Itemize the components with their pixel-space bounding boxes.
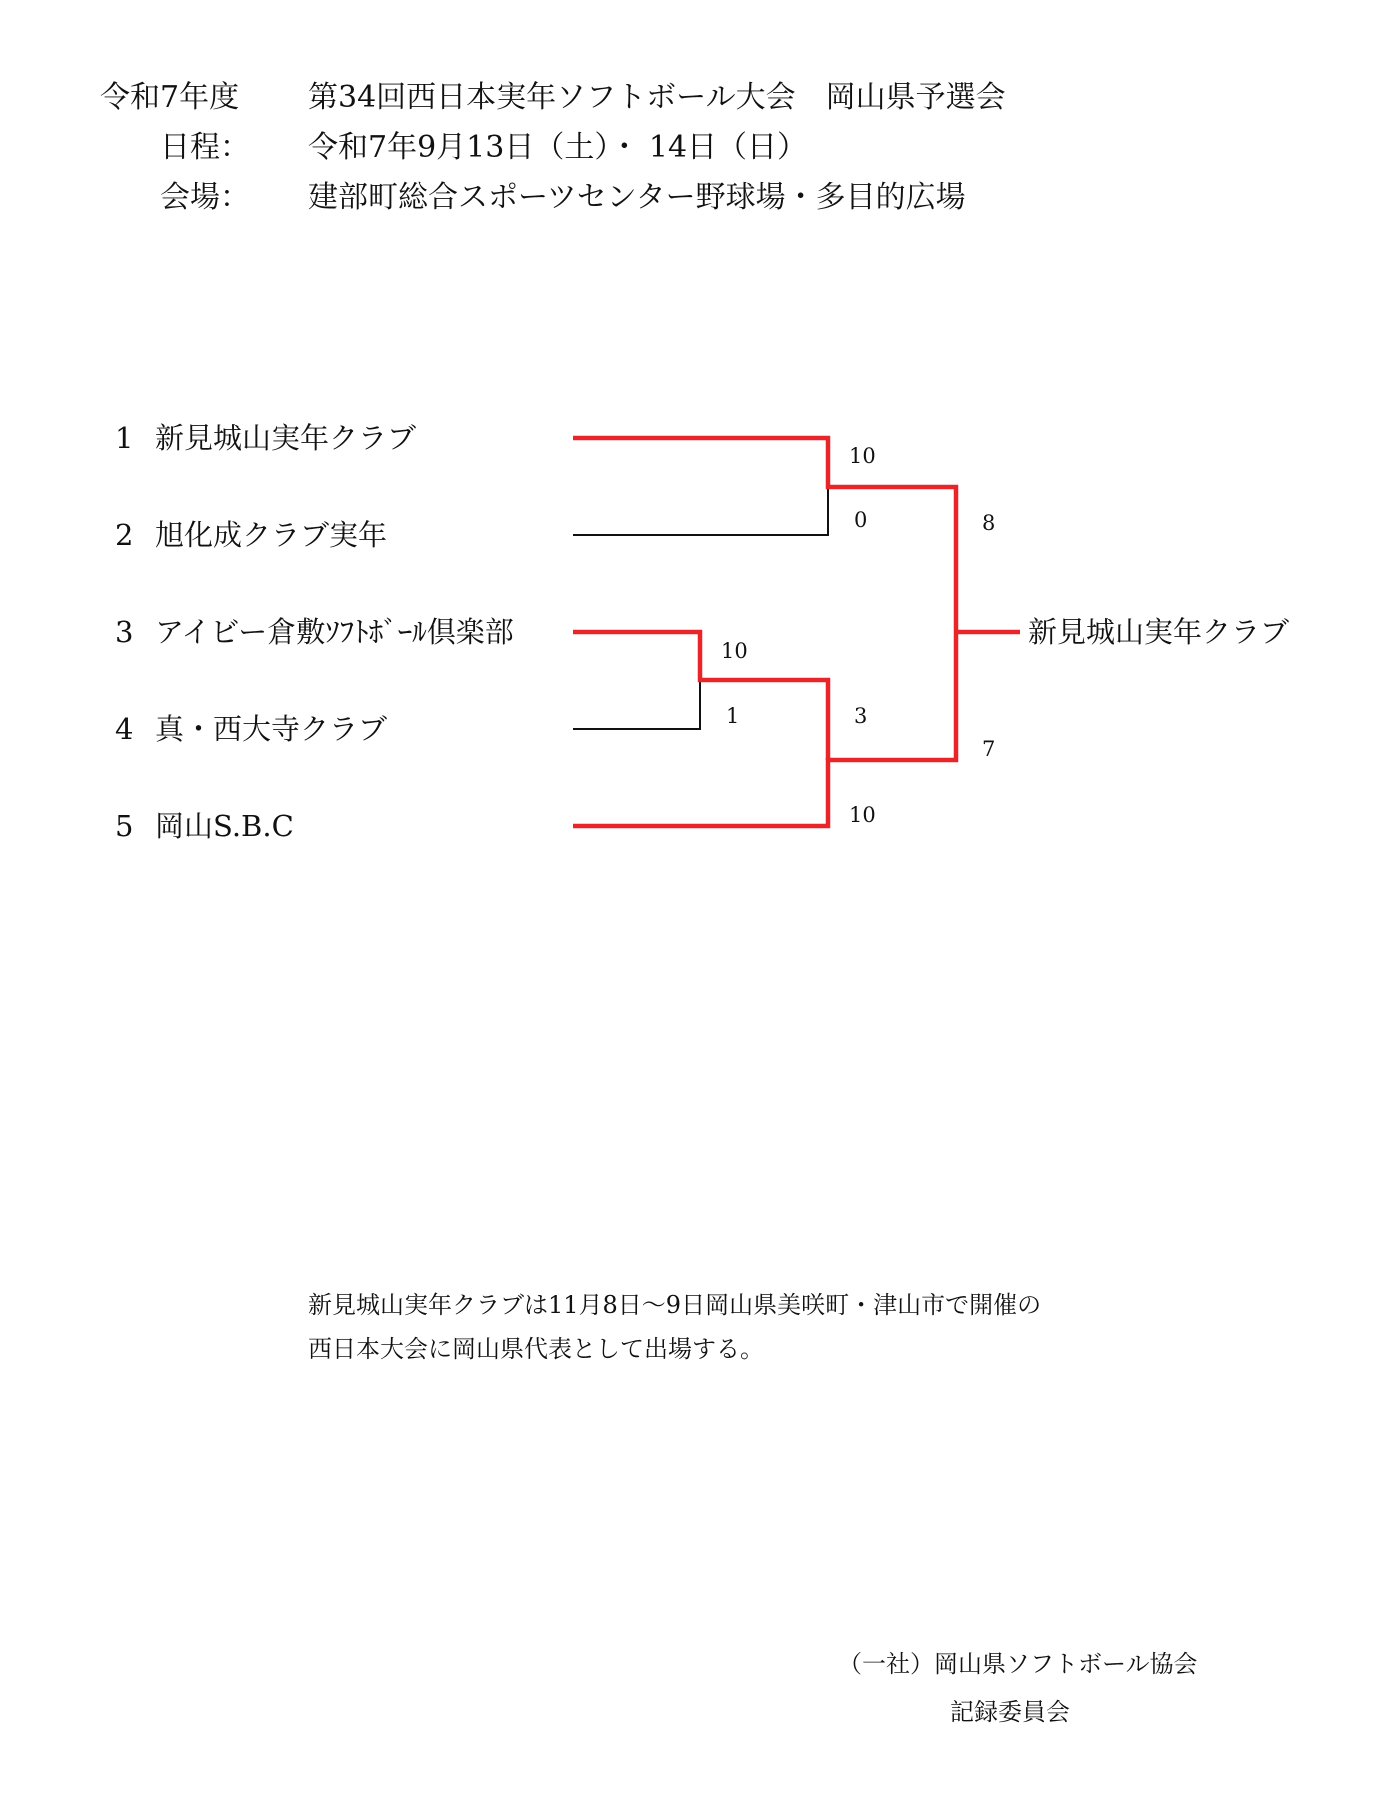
team-seed: 5 (115, 809, 134, 843)
score-match2-team2: 0 (854, 508, 868, 532)
score-final-team1: 8 (982, 511, 996, 535)
team-seed: 3 (115, 615, 134, 649)
team-name: 真・西大寺クラブ (155, 712, 388, 746)
bracket-line-team-4 (573, 680, 700, 729)
signature-committee: 記録委員会 (950, 1698, 1070, 1726)
tournament-title: 第34回西日本実年ソフトボール大会 岡山県予選会 (308, 80, 1006, 115)
note-line-2: 西日本大会に岡山県代表として出場する。 (308, 1335, 764, 1363)
score-match1-team3: 10 (721, 639, 748, 663)
champion-name: 新見城山実年クラブ (1028, 615, 1290, 649)
score-match2-team1: 10 (849, 444, 876, 468)
score-final-team5: 7 (982, 737, 996, 761)
team-name: 新見城山実年クラブ (155, 421, 417, 455)
bracket-line-team-2 (573, 487, 828, 535)
score-match3-team5: 10 (849, 803, 876, 827)
year-label: 令和7年度 (100, 80, 240, 115)
note-line-1: 新見城山実年クラブは11月8日～9日岡山県美咲町・津山市で開催の (308, 1291, 1042, 1319)
team-seed: 2 (115, 518, 134, 552)
schedule-value: 令和7年9月13日（土）・ 14日（日） (308, 130, 808, 165)
team-name: 旭化成クラブ実年 (155, 518, 388, 552)
team-name: 岡山S.B.C (155, 809, 294, 843)
score-match1-team4: 1 (726, 704, 740, 728)
venue-label: 会場： (160, 180, 250, 215)
team-seed: 4 (115, 712, 134, 746)
team-seed: 1 (115, 421, 134, 455)
score-match3-team3: 3 (854, 704, 868, 728)
signature-organization: （一社）岡山県ソフトボール協会 (838, 1650, 1198, 1678)
venue-value: 建部町総合スポーツセンター野球場・多目的広場 (308, 180, 966, 215)
team-name: アイビー倉敷ｿﾌﾄﾎﾞｰﾙ倶楽部 (155, 615, 514, 649)
schedule-label: 日程： (160, 130, 250, 165)
